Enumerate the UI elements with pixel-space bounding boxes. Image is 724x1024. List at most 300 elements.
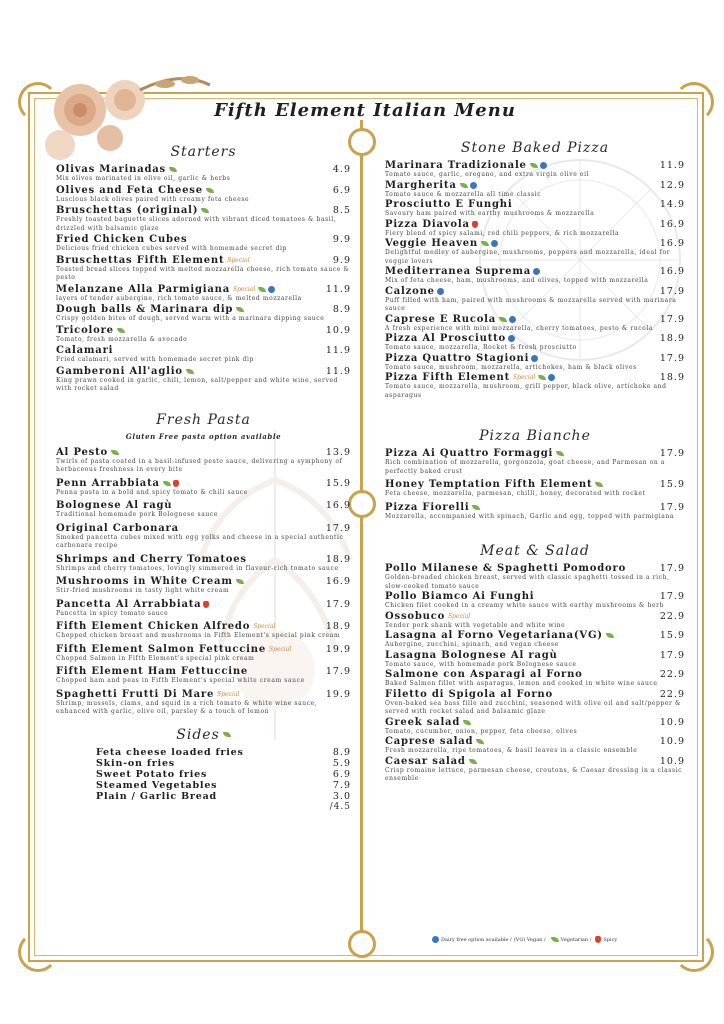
menu-item-label: Pizza Quattro Stagioni (385, 352, 530, 364)
menu-item-row (56, 234, 351, 245)
leaf-icon (556, 451, 564, 456)
starters-title: Starters (170, 144, 237, 160)
menu-item-description: King prawn cooked in garlic, chili, lemon, salt/pepper and white wine, served with rocket salad (56, 376, 339, 392)
corner-ornament (674, 82, 714, 122)
chili-icon (203, 601, 209, 608)
leaf-icon (206, 188, 214, 193)
menu-item-name (56, 644, 291, 655)
dairy-free-icon (540, 162, 547, 169)
pasta-list (56, 447, 351, 717)
menu-item-price: 18.9 (659, 333, 685, 344)
menu-item-price: 11.9 (325, 345, 351, 356)
menu-item-row (56, 164, 351, 175)
dietary-legend (430, 936, 617, 943)
side-item (56, 791, 351, 802)
menu-item-price: 11.9 (659, 160, 685, 171)
leaf-icon (117, 328, 125, 333)
side-item-name: Steamed Vegetables (96, 779, 218, 791)
pizza-title: Stone Baked Pizza (460, 140, 610, 156)
menu-item-price: 18.9 (659, 372, 685, 383)
menu-item-price: 17.9 (325, 666, 351, 677)
menu-item-label: Ossobuco (385, 610, 446, 622)
menu-item-price: 17.9 (659, 313, 685, 325)
menu-item (385, 314, 685, 334)
side-item-name: Skin-on fries (96, 757, 175, 769)
menu-item-label: Margherita (385, 179, 457, 191)
menu-item (56, 554, 351, 574)
menu-item-description: Oven-baked sea bass fille and zucchini, seasoned with olive oil and salt/pepper & served with rocket salad and balsamic glaze (385, 699, 681, 715)
menu-item-price: 22.9 (659, 688, 685, 700)
leaf-icon (481, 241, 489, 246)
menu-item (385, 756, 685, 784)
menu-item-row (385, 717, 685, 728)
menu-item-name (385, 502, 480, 513)
menu-item-price: 19.9 (325, 688, 351, 700)
chili-icon (472, 221, 478, 228)
leaf-icon (236, 579, 244, 584)
menu-item-label: Olives and Feta Cheese (56, 184, 203, 196)
menu-item-row (56, 185, 351, 196)
menu-item-description: Savoury ham paired with earthy mushrooms & mozzarella (385, 210, 595, 217)
menu-item-label: Mushrooms in White Cream (56, 576, 233, 587)
divider-ornament (348, 128, 376, 156)
menu-item (385, 199, 685, 219)
special-badge: Special (217, 690, 240, 698)
menu-title: Fifth Element Italian Menu (214, 100, 516, 121)
menu-item-description: Freshly toasted baguette slices adorned with vibrant diced tomatoes & basil, drizzled with balsamic glaze (56, 216, 337, 232)
leaf-icon (111, 450, 119, 455)
menu-item-row (56, 666, 351, 677)
menu-item-price: 8.9 (332, 304, 351, 315)
menu-item-row (56, 255, 351, 266)
menu-item-label: Pizza Fifth Element (385, 372, 511, 383)
leaf-icon (258, 287, 266, 292)
menu-item-label: Calzone (385, 285, 435, 297)
menu-item-row (385, 479, 685, 490)
menu-item (385, 238, 685, 266)
dairy-free-icon (491, 240, 498, 247)
right-column (385, 136, 685, 784)
menu-item-label: Original Carbonara (56, 522, 179, 534)
menu-item-row (385, 219, 685, 230)
menu-item-price: 10.9 (659, 755, 685, 767)
menu-item-row (56, 621, 351, 632)
menu-item-label: Bruschettas Fifth Element (56, 254, 225, 266)
leaf-icon (201, 208, 209, 213)
menu-item-description: Fresh mozzarella, ripe tomatoes, & basil leaves in a classic ensemble (385, 747, 638, 754)
menu-item-price: 17.9 (659, 285, 685, 297)
sides-list (56, 747, 351, 802)
menu-item-row (385, 563, 685, 574)
side-item-name: Sweet Potato fries (96, 768, 208, 780)
menu-item-description: Traditional homemade pork Bolognese sauce (56, 511, 218, 518)
menu-item-name (56, 500, 172, 511)
menu-item-price: 19.9 (325, 643, 351, 655)
menu-item-label: Marinara Tradizionale (385, 160, 527, 171)
menu-item-description: Mozzarella, accompanied with spinach, Garlic and egg, topped with parmigiana (385, 512, 675, 520)
menu-item-description: Smoked pancetta cubes mixed with egg yolks and cheese in a special authentic carbonara recipe (56, 533, 344, 549)
leaf-icon (169, 167, 177, 172)
menu-item-description: Crispy golden bites of dough, served warm with a marinara dipping sauce (56, 315, 325, 322)
menu-item-description: Pancetta in spicy tomato sauce (56, 609, 169, 617)
menu-item-price: 18.9 (325, 553, 351, 565)
chili-icon (173, 480, 179, 487)
side-item-name: Feta cheese loaded fries (96, 746, 244, 758)
menu-item-description: Golden-breaded chicken breast, served with classic spaghetti tossed in a rich, slow-cooked tomato sauce (385, 574, 670, 590)
menu-item (56, 576, 351, 596)
menu-item (56, 345, 351, 365)
menu-item-row (385, 199, 685, 210)
left-column (56, 140, 351, 812)
menu-item-name (56, 523, 179, 534)
menu-item-description: Fiery blend of spicy salami, red chili peppers, & rich mozzarella (385, 229, 620, 237)
menu-item-price: 16.9 (325, 576, 351, 587)
menu-item-price: 16.9 (659, 218, 685, 230)
menu-item-description: Chopped Salmon in Fifth Element's special pink cream (56, 654, 255, 662)
menu-item-description: Aubergine, zucchini, spinach, and vegan cheese (385, 641, 559, 648)
menu-item (385, 502, 685, 522)
side-item-price: 3.0 (332, 790, 351, 802)
menu-item-price: 16.9 (659, 238, 685, 249)
dairy-free-icon (508, 335, 515, 342)
side-item-price: 8.9 (332, 746, 351, 758)
menu-item-description: Delightful medley of aubergine, mushrooms, peppers and mozzarella, ideal for veggie lovers (385, 249, 671, 265)
menu-item (56, 205, 351, 233)
menu-item-label: Pizza Fiorelli (385, 501, 470, 513)
menu-item-label: Bruschettas (original) (56, 205, 199, 216)
menu-item (385, 372, 685, 400)
menu-item-label: Melanzane Alla Parmigiana (56, 283, 230, 295)
menu-item-price: 4.9 (332, 164, 351, 175)
menu-item-row (385, 286, 685, 297)
menu-item-row (385, 669, 685, 680)
menu-item-name (385, 689, 553, 700)
menu-item-label: Gamberoni All'aglio (56, 365, 183, 377)
menu-item-row (56, 205, 351, 216)
menu-item-name (56, 599, 209, 610)
menu-item (385, 669, 685, 689)
menu-item (385, 689, 685, 717)
corner-ornament (18, 932, 58, 972)
menu-item-price: 17.9 (659, 649, 685, 661)
menu-item-row (385, 372, 685, 383)
menu-item-row (56, 523, 351, 534)
menu-item-description: Luscious black olives paired with creamy feta cheese (56, 195, 250, 203)
menu-item (385, 266, 685, 286)
menu-item (385, 611, 685, 631)
menu-item-price: 14.9 (659, 199, 685, 210)
menu-item-label: Prosciutto E Funghi (385, 199, 513, 210)
menu-item-price: 17.9 (659, 352, 685, 364)
menu-item-description: Feta cheese, mozzarella, parmesan, chilli, honey, decorated with rocket (385, 490, 646, 497)
menu-item-description: Mix of feta cheese, ham, mushrooms, and olives, topped with mozzarella (385, 277, 649, 284)
menu-item-row (56, 447, 351, 458)
menu-item-name (56, 185, 214, 196)
menu-item (56, 644, 351, 664)
menu-item (385, 219, 685, 239)
side-item-price: 5.9 (332, 757, 351, 769)
menu-item-description: Penna pasta in a bold and spicy tomato & chili sauce (56, 488, 248, 496)
sides-title: Sides (56, 727, 351, 743)
menu-item (56, 478, 351, 498)
menu-item-row (385, 689, 685, 700)
menu-item-description: Mix olives marinated in olive oil, garlic & herbs (56, 175, 231, 182)
special-badge: Special (269, 645, 292, 653)
menu-item-name (385, 333, 515, 344)
menu-item-row (385, 502, 685, 513)
leaf-icon (463, 720, 471, 725)
menu-item-name (385, 238, 498, 249)
side-item (56, 780, 351, 791)
menu-item-name (56, 478, 179, 489)
menu-item-price: 17.9 (659, 448, 685, 459)
menu-item-price: 16.9 (659, 266, 685, 277)
menu-item-label: Tricolore (56, 324, 114, 336)
legend-spicy: Spicy (603, 936, 618, 943)
leaf-icon (606, 633, 614, 638)
menu-item-name (56, 447, 119, 458)
menu-item-name (385, 286, 444, 297)
menu-item-name (56, 234, 187, 245)
menu-item (56, 164, 351, 184)
special-badge: Special (232, 285, 256, 293)
menu-item-price: 15.9 (325, 477, 351, 489)
menu-item-row (385, 756, 685, 767)
dairy-free-icon (533, 268, 540, 275)
menu-item (385, 180, 685, 200)
corner-ornament (674, 932, 714, 972)
leaf-icon (538, 375, 546, 380)
menu-item-description: Shrimp, mussels, clams, and squid in a rich tomato & white wine sauce, enhanced with garlic, olive oil, parsley & a touch of lemon (56, 699, 318, 715)
menu-item (385, 717, 685, 737)
menu-item (56, 666, 351, 686)
leaf-icon (530, 163, 538, 168)
dairy-free-icon (268, 286, 275, 293)
menu-item-name (385, 314, 516, 325)
menu-item (385, 650, 685, 670)
menu-item-label: Caprese E Rucola (385, 313, 497, 325)
menu-item-row (56, 689, 351, 700)
menu-item-row (56, 304, 351, 315)
menu-item-description: layers of tender aubergine, rich tomato sauce, & melted mozzarella (56, 294, 302, 302)
menu-item-description: Crisp romaine lettuce, parmesan cheese, croutons, & Caesar dressing in a classic ensemble (385, 766, 683, 782)
menu-item-description: Puff filled with ham, paired with mushrooms & mozzarella served with marinara sauce (385, 296, 677, 312)
legend-dairy: Dairy free option available / (441, 936, 512, 943)
pasta-title: Fresh Pasta (156, 411, 251, 428)
leaf-icon (472, 505, 480, 510)
menu-item-row (56, 478, 351, 489)
leaf-icon (499, 317, 507, 322)
menu-item-row (385, 448, 685, 459)
dairy-free-icon (437, 288, 444, 295)
menu-item-price: 17.9 (659, 501, 685, 513)
menu-item-label: Salmone con Asparagi al Forno (385, 669, 583, 680)
menu-item-label: Pollo Milanese & Spaghetti Pomodoro (385, 563, 627, 574)
menu-item-price: 12.9 (659, 179, 685, 191)
menu-item-description: Chopped chicken breast and mushrooms in Fifth Element's special pink cream (56, 632, 341, 639)
menu-item-row (56, 576, 351, 587)
menu-item (56, 621, 351, 641)
menu-item-description: Tomato sauce, with homemade pork Bolognese sauce (385, 660, 577, 668)
menu-item-label: Shrimps and Cherry Tomatoes (56, 553, 247, 565)
menu-item (56, 523, 351, 551)
menu-item-label: Lasagna al Forno Vegetariana(VG) (385, 630, 603, 641)
menu-item (56, 304, 351, 324)
menu-item-row (56, 366, 351, 377)
menu-item (385, 591, 685, 611)
menu-item-price: 18.9 (325, 621, 351, 632)
menu-item-row (385, 238, 685, 249)
menu-item (385, 563, 685, 591)
menu-item-price: 6.9 (332, 184, 351, 196)
leaf-icon (460, 183, 468, 188)
menu-item-price: 9.9 (332, 254, 351, 266)
menu-item-row (385, 314, 685, 325)
menu-item-name (56, 576, 244, 587)
menu-item-row (385, 611, 685, 622)
menu-item-name (385, 199, 512, 210)
menu-item-label: Penn Arrabbiata (56, 477, 160, 489)
menu-item-row (385, 333, 685, 344)
menu-item-name (385, 650, 558, 661)
menu-item-row (56, 500, 351, 511)
menu-item-label: Honey Temptation Fifth Element (385, 479, 593, 490)
menu-item-row (385, 266, 685, 277)
menu-item-description: Baked Salmon fillet with asparagus, lemon and cooked in white wine sauce (385, 680, 658, 687)
divider-ornament (348, 930, 376, 958)
menu-item-label: Caesar salad (385, 755, 466, 767)
menu-item (56, 255, 351, 283)
menu-item-price: 15.9 (659, 630, 685, 641)
menu-item-label: Pizza Diavola (385, 218, 470, 230)
bianche-title: Pizza Bianche (479, 428, 591, 444)
menu-item-name (385, 669, 583, 680)
menu-item-label: Filetto di Spigola al Forno (385, 688, 553, 700)
leaf-icon (551, 937, 559, 942)
menu-item-label: Spaghetti Frutti Di Mare (56, 688, 215, 700)
menu-item-name (56, 366, 194, 377)
menu-item-row (56, 554, 351, 565)
menu-item-label: Al Pesto (56, 446, 108, 458)
menu-item-label: Bolognese Al ragù (56, 500, 173, 511)
menu-item (56, 325, 351, 345)
menu-item-description: Tender pork shank with vegetable and white wine (385, 621, 566, 629)
menu-item-label: Fifth Element Ham Fettuccine (56, 666, 249, 677)
menu-item-name (56, 345, 113, 356)
menu-item-label: Pizza Ai Quattro Formaggi (385, 448, 554, 459)
menu-item-name (56, 284, 275, 295)
menu-item (56, 185, 351, 205)
menu-item-description: Toasted bread slices topped with melted mozzarella cheese, rich tomato sauce & pesto (56, 265, 350, 281)
menu-item (385, 479, 685, 499)
menu-item-name (56, 666, 248, 677)
leaf-icon (223, 732, 231, 737)
menu-item-name (385, 160, 547, 171)
menu-item-description: Tomato sauce, mozzarella, Rocket & fresh prosciutto (385, 344, 577, 351)
menu-item-label: Pancetta Al Arrabbiata (56, 598, 202, 610)
menu-item-row (385, 591, 685, 602)
leaf-icon (186, 369, 194, 374)
leaf-icon (163, 481, 171, 486)
menu-item-label: Dough balls & Marinara dip (56, 304, 234, 315)
menu-item-price: 15.9 (659, 479, 685, 490)
menu-item-description: Twirls of pasta coated in a basil-infused pesto sauce, delivering a symphony of herbaceous freshness in every bite (56, 457, 343, 473)
dairy-free-icon (509, 316, 516, 323)
leaf-icon (476, 739, 484, 744)
menu-item-price: 11.9 (325, 365, 351, 377)
menu-item (56, 234, 351, 254)
menu-item-price: 13.9 (325, 446, 351, 458)
menu-item (56, 689, 351, 717)
menu-item-label: Fried Chicken Cubes (56, 234, 188, 245)
menu-item-description: Chicken filet cooked in a creamy white sauce with earthy mushrooms & herb (385, 602, 665, 609)
menu-item-price: 11.9 (325, 283, 351, 295)
menu-item-name (385, 372, 555, 383)
menu-item-price: 8.5 (332, 205, 351, 216)
menu-item (385, 333, 685, 353)
menu-item (385, 448, 685, 476)
meat-list (385, 563, 685, 784)
menu-item-name (385, 563, 626, 574)
side-extra-price: /4.5 (329, 801, 351, 812)
menu-item (56, 366, 351, 394)
side-item-price: 6.9 (332, 768, 351, 780)
menu-item-row (56, 599, 351, 610)
menu-item-description: Fried calamari, served with homemade secret pink dip (56, 356, 254, 363)
menu-item-name (385, 756, 477, 767)
side-item (56, 758, 351, 769)
menu-item-price: 10.9 (325, 324, 351, 336)
menu-item-row (56, 345, 351, 356)
meat-title: Meat & Salad (480, 543, 590, 559)
pasta-note: Gluten Free pasta option available (125, 431, 282, 441)
side-item-price: 7.9 (332, 779, 351, 791)
menu-item-description: Tomato sauce, mushroom, mozzarella, artichokes, ham & black olives (385, 363, 637, 371)
menu-item (385, 736, 685, 756)
menu-item-name (385, 630, 614, 641)
bianche-list (385, 448, 685, 521)
menu-item-name (56, 304, 244, 315)
dairy-free-icon (470, 182, 477, 189)
dairy-free-icon (531, 355, 538, 362)
menu-item-price: 10.9 (659, 736, 685, 747)
menu-item-label: Fifth Element Salmon Fettuccine (56, 643, 267, 655)
menu-item-label: Mediterranea Suprema (385, 266, 531, 277)
menu-item-name (385, 717, 471, 728)
special-badge: Special (513, 374, 536, 381)
special-badge: Special (253, 623, 276, 630)
leaf-icon (595, 482, 603, 487)
menu-item-row (56, 644, 351, 655)
menu-item-name (385, 266, 540, 277)
menu-item-name (385, 448, 564, 459)
side-item (56, 769, 351, 780)
menu-item-description: Rich combination of mozzarella, gorgonzola, goat cheese, and Parmesan on a perfectly baked crust (385, 459, 666, 475)
menu-item-row (56, 284, 351, 295)
menu-item-name (56, 255, 250, 266)
menu-item-label: Fifth Element Chicken Alfredo (56, 621, 251, 632)
menu-item-row (385, 736, 685, 747)
menu-item-name (385, 479, 603, 490)
side-item-name: Plain / Garlic Bread (96, 790, 217, 802)
menu-item (385, 160, 685, 180)
menu-item (56, 284, 351, 304)
special-badge: Special (227, 256, 250, 264)
menu-item-price: 17.9 (325, 522, 351, 534)
menu-item-description: Tomato sauce, mozzarella, mushroom, grill pepper, black olive, artichoke and asparagus (385, 383, 667, 399)
menu-item-description: Tomato sauce, garlic, oregano, and extra virgin olive oil (385, 171, 590, 178)
menu-item-price: 17.9 (659, 591, 685, 602)
